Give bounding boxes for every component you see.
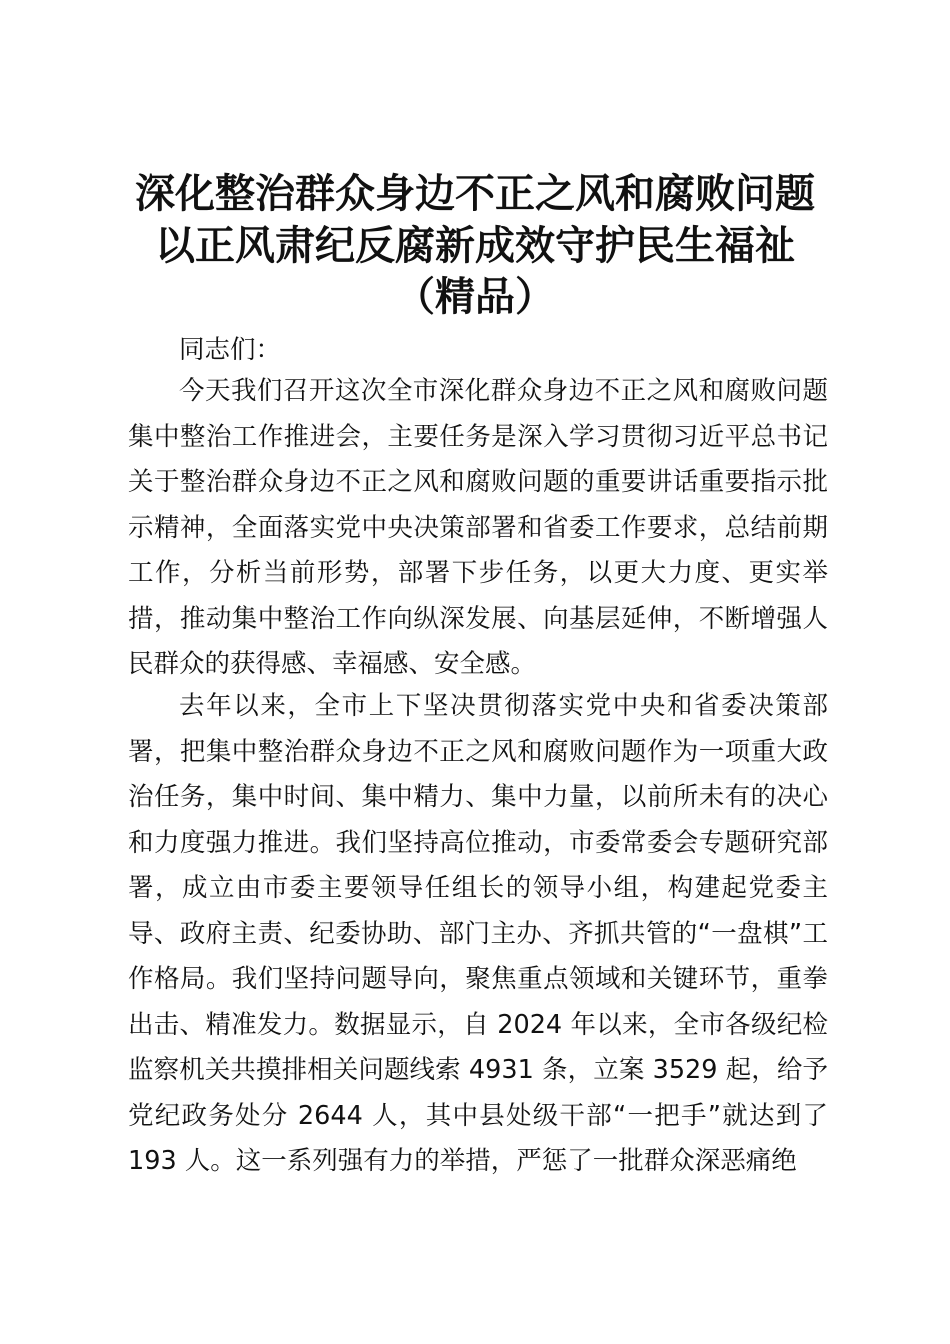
title-line-1: 深化整治群众身边不正之风和腐败问题 <box>135 171 815 217</box>
title-line-3: （精品） <box>395 274 555 320</box>
title-line-2: 以正风肃纪反腐新成效守护民生福祉 <box>155 223 795 269</box>
paragraph-1: 今天我们召开这次全市深化群众身边不正之风和腐败问题集中整治工作推进会，主要任务是深入学习贯彻习近平总书记关于整治群众身边不正之风和腐败问题的重要讲话重要指示批示精神，全面落实党中央决策部署和省委工作要求，总结前期工作，分析当前形势，部署下步任务，以更大力度、更实举措，推动集中整治工作向纵深发展、向基层延伸，不断增强人民群众的获得感、幸福感、安全感。 <box>128 376 828 679</box>
paragraph-2: 去年以来，全市上下坚决贯彻落实党中央和省委决策部署，把集中整治群众身边不正之风和腐败问题作为一项重大政治任务，集中时间、集中精力、集中力量，以前所未有的决心和力度强力推进。我们坚持高位推动，市委常委会专题研究部署，成立由市委主要领导任组长的领导小组，构建起党委主导、政府主责、纪委协助、部门主办、齐抓共管的“一盘棋”工作格局。我们坚持问题导向，聚焦重点领域和关键环节，重拳出击、精准发力。数据显示，自 2024 年以来，全市各级纪检监察机关共摸排相关问题线索 4931 条，立案 3529 起，给予党纪政务处分 2644 人，其中县处级干部“一把手”就达到了 193 人。这一系列强有力的举措，严惩了一批群众深恶痛绝 <box>128 691 828 1176</box>
greeting: 同志们： <box>179 335 282 365</box>
